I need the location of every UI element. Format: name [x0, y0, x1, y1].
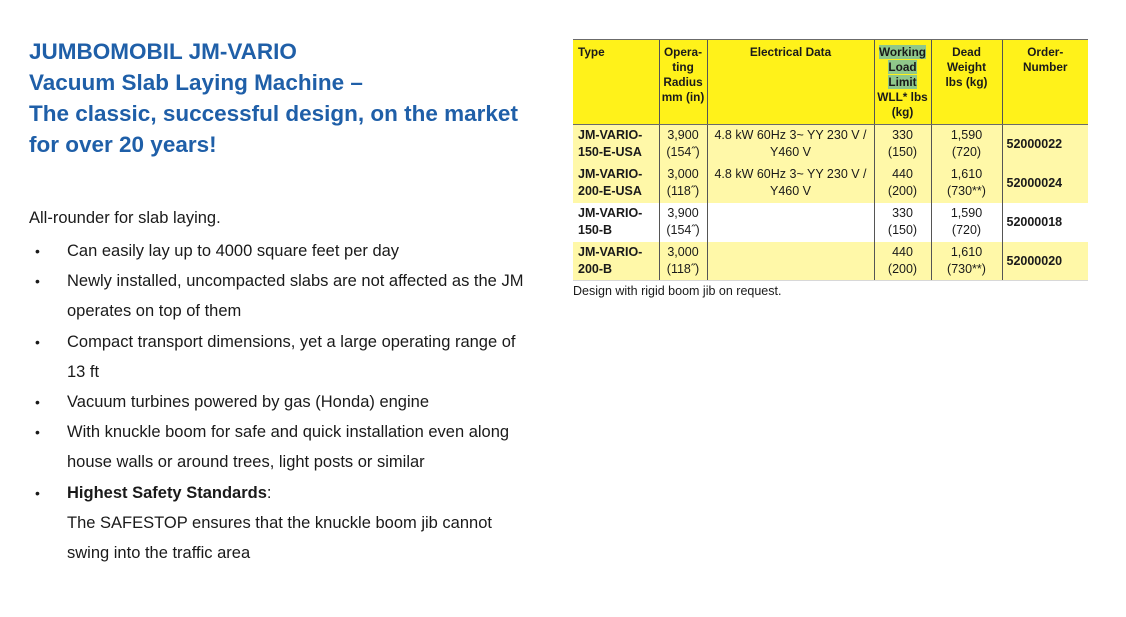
cell-electrical — [707, 125, 874, 164]
wll-lbs: 440 — [892, 166, 913, 181]
feature-text: Can easily lay up to 4000 square feet per day — [67, 242, 400, 260]
page-heading — [29, 36, 549, 160]
header-dead-1: Dead — [952, 45, 981, 59]
header-wll-2: Load Limit — [888, 60, 917, 89]
header-radius — [659, 40, 707, 125]
header-wll — [874, 40, 931, 125]
dead-lbs: 1,610 — [950, 166, 983, 181]
radius-mm: 3,000 — [667, 244, 699, 259]
wll-kg: (150) — [887, 222, 918, 237]
elec-line-1: 4.8 kW 60Hz 3~ YY 230 V / — [714, 128, 867, 142]
model-line-2: 150-B — [578, 222, 613, 237]
cell-dead-weight — [931, 125, 1002, 164]
feature-text: 13 ft — [67, 362, 100, 381]
wll-kg: (200) — [887, 261, 918, 276]
cell-model — [573, 125, 659, 164]
cell-wll — [874, 164, 931, 203]
cell-electrical — [707, 164, 874, 203]
model-line-1: JM-VARIO- — [578, 128, 643, 142]
dead-kg: (730**) — [947, 261, 986, 276]
list-item — [29, 327, 549, 387]
dead-kg: (720) — [951, 222, 982, 237]
dead-lbs: 1,610 — [950, 244, 983, 259]
cell-order-number: 52000024 — [1002, 164, 1088, 203]
header-wll-3: WLL* lbs — [877, 90, 928, 104]
bullet-icon: • — [35, 484, 40, 501]
table-row — [573, 125, 1088, 164]
header-order-2: Number — [1022, 60, 1068, 74]
heading-line-2: Vacuum Slab Laying Machine – — [29, 70, 363, 95]
model-line-1: JM-VARIO- — [578, 244, 643, 259]
cell-wll — [874, 125, 931, 164]
feature-colon: : — [266, 483, 272, 502]
header-order — [1002, 40, 1088, 125]
cell-wll — [874, 242, 931, 281]
list-item — [29, 478, 549, 569]
heading-line-1: JUMBOMOBIL JM-VARIO — [29, 39, 297, 64]
radius-in: (154˝) — [666, 145, 700, 159]
radius-mm: 3,000 — [667, 166, 699, 181]
bullet-icon: • — [35, 394, 40, 411]
cell-dead-weight — [931, 164, 1002, 203]
header-electrical: Electrical Data — [707, 40, 874, 125]
header-order-1: Order- — [1027, 45, 1064, 59]
heading-line-4: for over 20 years! — [29, 132, 217, 157]
dead-kg: (720) — [951, 145, 982, 159]
header-type: Type — [573, 40, 659, 125]
radius-in: (154˝) — [666, 222, 700, 237]
header-dead-2: Weight — [946, 60, 987, 74]
model-line-2: 200-B — [578, 261, 613, 276]
cell-model — [573, 242, 659, 281]
feature-text: swing into the traffic area — [67, 544, 251, 563]
cell-order-number: 52000018 — [1002, 203, 1088, 242]
feature-title: Highest Safety Standards — [67, 483, 267, 502]
header-wll-4: (kg) — [891, 105, 914, 119]
radius-mm: 3,900 — [667, 128, 699, 142]
radius-mm: 3,900 — [667, 205, 699, 220]
bullet-icon: • — [35, 333, 40, 350]
model-line-1: JM-VARIO- — [578, 166, 643, 181]
model-line-2: 150-E-USA — [578, 145, 642, 159]
list-item — [29, 236, 549, 266]
dead-lbs: 1,590 — [950, 205, 983, 220]
radius-in: (118˝) — [666, 261, 700, 276]
list-item — [29, 387, 549, 417]
elec-line-1: 4.8 kW 60Hz 3~ YY 230 V / — [714, 166, 867, 181]
cell-radius — [659, 242, 707, 281]
bullet-icon: • — [35, 424, 40, 441]
cell-electrical — [707, 242, 874, 281]
bullet-icon: • — [35, 273, 40, 290]
spec-table — [573, 39, 1088, 281]
cell-radius — [659, 125, 707, 164]
feature-text: Newly installed, uncompacted slabs are not affected as the JM — [67, 272, 524, 291]
feature-list — [29, 236, 549, 568]
table-row — [573, 203, 1088, 242]
header-radius-3: Radius — [663, 75, 703, 89]
feature-text: The SAFESTOP ensures that the knuckle boom jib cannot — [67, 513, 492, 532]
header-radius-4: mm (in) — [661, 90, 705, 104]
list-item — [29, 266, 549, 326]
header-dead-weight — [931, 40, 1002, 125]
feature-text: house walls or around trees, light posts or similar — [67, 453, 425, 472]
elec-line-2: Y460 V — [769, 145, 811, 159]
model-line-1: JM-VARIO- — [578, 205, 643, 220]
header-dead-3: lbs (kg) — [945, 75, 988, 89]
list-item — [29, 417, 549, 477]
feature-text: Compact transport dimensions, yet a large operating range of — [67, 332, 516, 351]
heading-line-3: The classic, successful design, on the market — [29, 101, 518, 126]
cell-dead-weight — [931, 203, 1002, 242]
bullet-icon: • — [35, 243, 40, 259]
wll-lbs: 330 — [892, 128, 913, 142]
header-wll-1: Working — [879, 45, 926, 59]
wll-kg: (150) — [887, 145, 918, 159]
radius-in: (118˝) — [666, 183, 700, 198]
cell-model — [573, 203, 659, 242]
dead-lbs: 1,590 — [950, 128, 983, 142]
wll-kg: (200) — [887, 183, 918, 198]
feature-text: operates on top of them — [67, 302, 242, 321]
cell-dead-weight — [931, 242, 1002, 281]
cell-radius — [659, 203, 707, 242]
intro-text: All-rounder for slab laying. — [29, 209, 221, 227]
table-row — [573, 242, 1088, 281]
table-row — [573, 164, 1088, 203]
cell-order-number: 52000022 — [1002, 125, 1088, 164]
wll-lbs: 330 — [892, 205, 913, 220]
cell-model — [573, 164, 659, 203]
header-radius-1: Opera- — [663, 45, 703, 59]
dead-kg: (730**) — [947, 183, 986, 198]
table-footnote: Design with rigid boom jib on request. — [573, 284, 782, 298]
table-header-row — [573, 40, 1088, 125]
wll-lbs: 440 — [892, 244, 913, 259]
cell-order-number: 52000020 — [1002, 242, 1088, 281]
cell-wll — [874, 203, 931, 242]
cell-radius — [659, 164, 707, 203]
cell-electrical — [707, 203, 874, 242]
feature-text: Vacuum turbines powered by gas (Honda) engine — [67, 393, 429, 412]
elec-line-2: Y460 V — [769, 183, 811, 198]
model-line-2: 200-E-USA — [578, 183, 642, 198]
header-radius-2: ting — [672, 60, 694, 74]
feature-text: With knuckle boom for safe and quick installation even along — [67, 423, 510, 442]
